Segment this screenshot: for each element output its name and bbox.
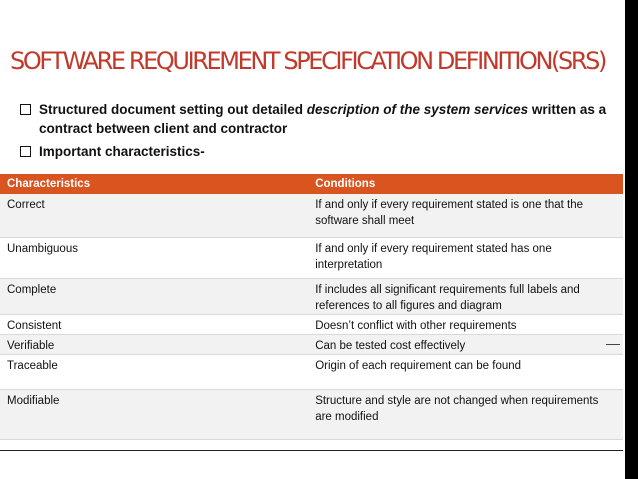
condition-cell: Doesn’t conflict with other requirements	[308, 314, 623, 334]
table-row	[0, 237, 623, 278]
bullet-text-end: written as a contract between client and contractor	[39, 102, 607, 136]
characteristic-cell: Complete	[0, 278, 308, 314]
bullet-list	[20, 100, 620, 161]
characteristic-cell: Consistent	[0, 314, 308, 334]
condition-cell: Can be tested cost effectively	[308, 334, 623, 354]
characteristic-cell: Unambiguous	[0, 237, 308, 278]
condition-cell: If includes all significant requirements full labels and references to all figures and diagram	[308, 278, 623, 314]
column-header-characteristics: Characteristics	[0, 174, 308, 194]
table-row	[0, 314, 623, 334]
characteristics-table	[0, 174, 623, 440]
table-row	[0, 278, 623, 314]
characteristic-cell: Verifiable	[0, 334, 308, 354]
condition-cell: If and only if every requirement stated has one interpretation	[308, 237, 623, 278]
bullet-text-emphasis: description of the system services	[306, 102, 529, 117]
table-row	[0, 354, 623, 389]
checkbox-bullet-icon	[20, 146, 31, 157]
condition-cell: If and only if every requirement stated is one that the software shall meet	[308, 194, 623, 237]
bullet-text-start: Structured document setting out detailed	[39, 102, 307, 117]
characteristic-cell: Traceable	[0, 354, 308, 389]
characteristic-cell: Modifiable	[0, 389, 308, 439]
table-header-row	[0, 174, 623, 194]
column-header-conditions: Conditions	[308, 174, 623, 194]
bullet-item-definition	[20, 100, 620, 138]
bullet-item-characteristics	[20, 142, 620, 161]
table-row	[0, 389, 623, 439]
bullet-text: Important characteristics-	[39, 144, 205, 159]
condition-cell: Origin of each requirement can be found	[308, 354, 623, 389]
slide-title: SOFTWARE REQUIREMENT SPECIFICATION DEFINITION(SRS)	[10, 47, 605, 75]
condition-cell: Structure and style are not changed when requirements are modified	[308, 389, 623, 439]
bottom-divider	[0, 450, 623, 451]
table-row	[0, 334, 623, 354]
decorative-tick	[606, 344, 620, 345]
table-row	[0, 194, 623, 237]
checkbox-bullet-icon	[20, 104, 31, 115]
characteristic-cell: Correct	[0, 194, 308, 237]
